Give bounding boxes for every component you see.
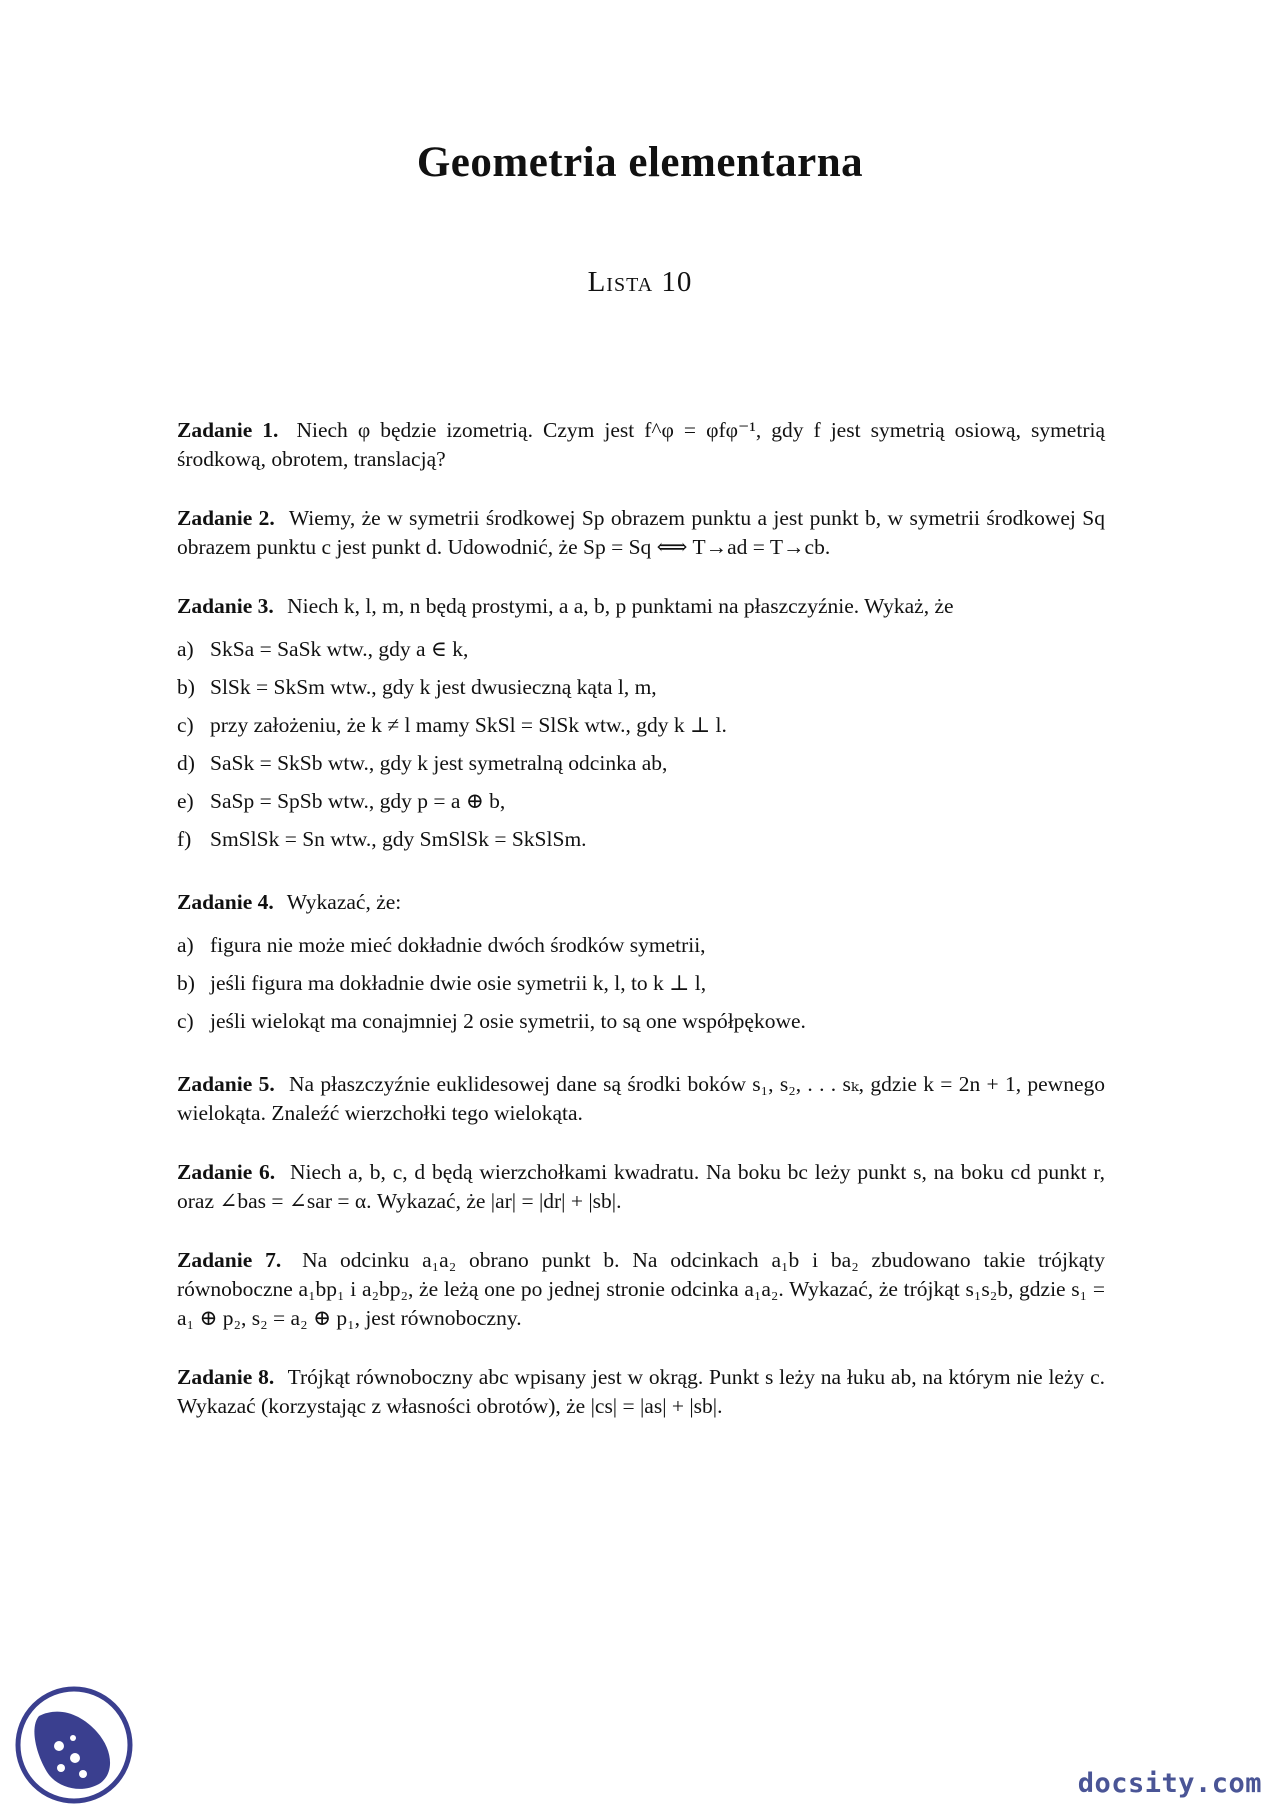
task-1	[177, 416, 1105, 474]
list-item	[177, 711, 1105, 740]
task-label: Zadanie 2.	[177, 506, 275, 530]
task-6	[177, 1158, 1105, 1216]
task-label: Zadanie 1.	[177, 418, 279, 442]
item-label: c)	[177, 1009, 194, 1033]
docsity-logo-icon[interactable]	[15, 1686, 133, 1804]
list-item	[177, 969, 1105, 998]
item-text: SmSlSk = Sn wtw., gdy SmSlSk = SkSlSm.	[210, 827, 587, 851]
task-text: Wiemy, że w symetrii środkowej Sp obrazem punktu a jest punkt b, w symetrii środkowej Sq obrazem punktu c jest punkt d. Udowodnić, że Sp = Sq ⟺ T→ad = T→cb.	[177, 506, 1105, 559]
task-label: Zadanie 8.	[177, 1365, 275, 1389]
item-text: figura nie może mieć dokładnie dwóch środków symetrii,	[210, 933, 706, 957]
list-item	[177, 1007, 1105, 1036]
list-item	[177, 673, 1105, 702]
task-8	[177, 1363, 1105, 1421]
item-text: SkSa = SaSk wtw., gdy a ∈ k,	[210, 637, 469, 661]
task-3-subitems	[177, 635, 1105, 854]
list-item	[177, 749, 1105, 778]
task-5	[177, 1070, 1105, 1128]
task-text: Wykazać, że:	[286, 890, 402, 914]
item-label: d)	[177, 751, 195, 775]
list-item	[177, 635, 1105, 664]
task-text: Niech a, b, c, d będą wierzchołkami kwadratu. Na boku bc leży punkt s, na boku cd punkt r, oraz ∠bas = ∠sar = α. Wykazać, że |ar| = |dr| + |sb|.	[177, 1160, 1106, 1213]
document-subtitle: Lista 10	[587, 266, 693, 298]
task-text: Na płaszczyźnie euklidesowej dane są środki boków s₁, s₂, . . . sₖ, gdzie k = 2n + 1, pewnego wielokąta. Znaleźć wierzchołki tego wielokąta.	[177, 1072, 1105, 1125]
item-label: f)	[177, 827, 192, 851]
task-label: Zadanie 7.	[177, 1248, 282, 1272]
task-7	[177, 1246, 1105, 1333]
task-text: Niech k, l, m, n będą prostymi, a a, b, p punktami na płaszczyźnie. Wykaż, że	[287, 594, 954, 618]
task-4-subitems	[177, 931, 1105, 1036]
task-label: Zadanie 3.	[177, 594, 274, 618]
task-list	[177, 416, 1105, 1451]
task-text: Niech φ będzie izometrią. Czym jest f^φ = φfφ⁻¹, gdy f jest symetrią osiową, symetrią środkową, obrotem, translacją?	[177, 418, 1105, 471]
item-text: SlSk = SkSm wtw., gdy k jest dwusieczną kąta l, m,	[210, 675, 657, 699]
document-title: Geometria elementarna	[416, 139, 864, 186]
item-label: a)	[177, 637, 194, 661]
task-text: Trójkąt równoboczny abc wpisany jest w okrąg. Punkt s leży na łuku ab, na którym nie leży c. Wykazać (korzystając z własności obrotów), że |cs| = |as| + |sb|.	[177, 1365, 1105, 1418]
task-label: Zadanie 6.	[177, 1160, 276, 1184]
item-label: b)	[177, 971, 195, 995]
item-label: e)	[177, 789, 194, 813]
task-4	[177, 888, 1105, 917]
item-label: a)	[177, 933, 194, 957]
list-item	[177, 825, 1105, 854]
task-2	[177, 504, 1105, 562]
list-item	[177, 931, 1105, 960]
item-text: przy założeniu, że k ≠ l mamy SkSl = SlSk wtw., gdy k ⊥ l.	[210, 713, 727, 737]
item-text: SaSp = SpSb wtw., gdy p = a ⊕ b,	[210, 789, 506, 813]
item-text: jeśli wielokąt ma conajmniej 2 osie symetrii, to są one współpękowe.	[210, 1009, 806, 1033]
task-label: Zadanie 4.	[177, 890, 274, 914]
item-text: jeśli figura ma dokładnie dwie osie symetrii k, l, to k ⊥ l,	[210, 971, 707, 995]
item-label: c)	[177, 713, 194, 737]
task-text: Na odcinku a₁a₂ obrano punkt b. Na odcinkach a₁b i ba₂ zbudowano takie trójkąty równoboczne a₁bp₁ i a₂bp₂, że leżą one po jednej stronie odcinka a₁a₂. Wykazać, że trójkąt s₁s₂b, gdzie s₁ = a₁ ⊕ p₂, s₂ = a₂ ⊕ p₁, jest równoboczny.	[177, 1248, 1105, 1330]
task-label: Zadanie 5.	[177, 1072, 275, 1096]
task-3	[177, 592, 1105, 621]
docsity-brand-link[interactable]: docsity.com	[1077, 1768, 1262, 1799]
item-text: SaSk = SkSb wtw., gdy k jest symetralną odcinka ab,	[210, 751, 668, 775]
item-label: b)	[177, 675, 195, 699]
list-item	[177, 787, 1105, 816]
